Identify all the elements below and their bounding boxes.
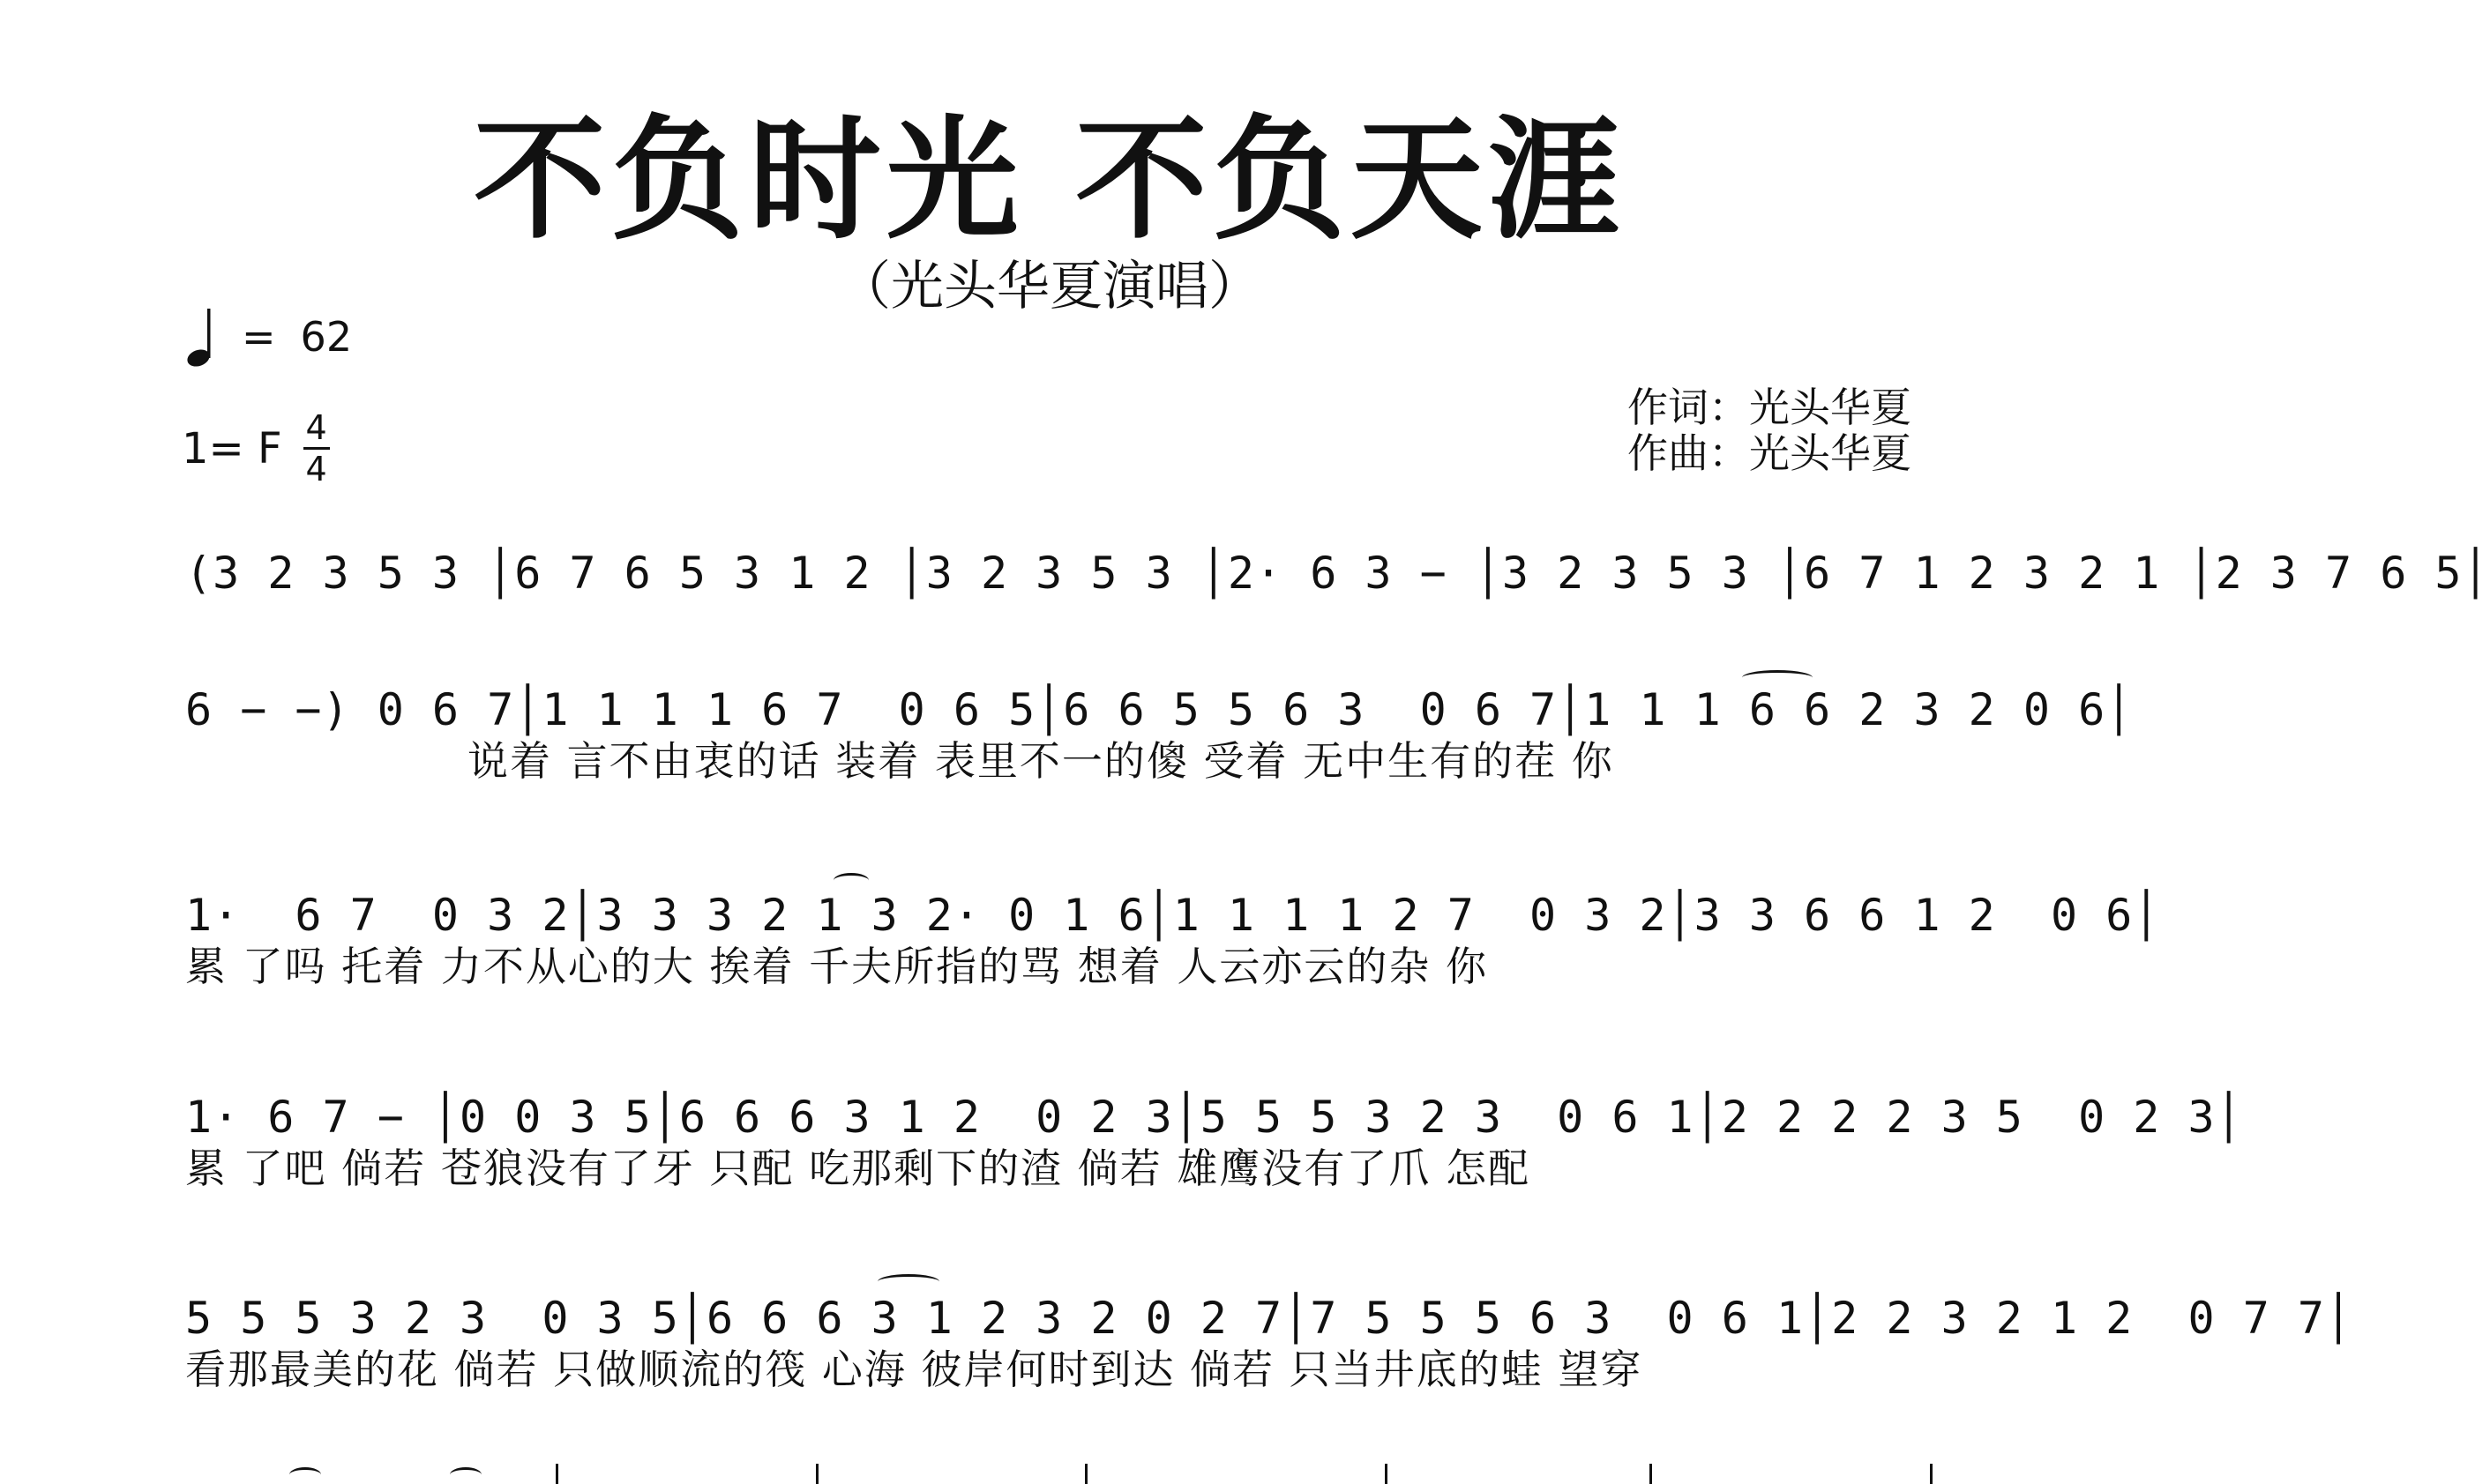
credits	[1627, 384, 1911, 476]
tie-arc	[289, 1467, 321, 1482]
notes-line: 6 − −) 0 6 7│1 1 1 1 6 7 0 6 5│6 6 5 5 6 3 0 6 7│1 1 1 6 6 2 3 2 0 6│	[185, 684, 2134, 735]
tie-arc	[450, 1467, 482, 1482]
notes-line: (3 2 3 5 3 │6 7 6 5 3 1 2 │3 2 3 5 3 │2· 6 3 − │3 2 3 5 3 │6 7 1 2 3 2 1 │2 3 7 6 5│	[185, 548, 2490, 599]
barline	[1649, 1464, 1652, 1484]
time-signature	[303, 408, 330, 488]
barline	[1385, 1464, 1387, 1484]
key-signature	[182, 408, 330, 488]
barline	[1930, 1464, 1933, 1484]
tempo-marking	[185, 305, 352, 369]
notes-line: 5 5 5 3 2 3 0 3 5│6 6 6 3 1 2 3 2 0 2 7│7 5 5 5 6 3 0 6 1│2 2 3 2 1 2 0 7 7│	[185, 1293, 2353, 1344]
lyrics-line: 累 了吗 托着 力不从心的大 挨着 千夫所指的骂 想着 人云亦云的杂 你	[185, 943, 1488, 990]
barline	[1085, 1464, 1088, 1484]
tie-arc	[878, 1274, 939, 1289]
performer-subtitle: （光头华夏演唱）	[838, 256, 1261, 317]
barline	[816, 1464, 819, 1484]
composer-credit: 作曲：光头华夏	[1627, 429, 1911, 477]
notes-line: 1· 6 7 − │0 0 3 5│6 6 6 3 1 2 0 2 3│5 5 5 3 2 3 0 6 1│2 2 2 2 3 5 0 2 3│	[185, 1092, 2243, 1143]
notes-line: 1· 6 7 0 3 2│3 3 3 2 1 3 2· 0 1 6│1 1 1 1 2 7 0 3 2│3 3 6 6 1 2 0 6│	[185, 890, 2161, 941]
lyrics-line: 看那最美的花 倘若 只做顺流的筏 心海 彼岸何时到达 倘若 只当井底的蛙 望穿	[185, 1346, 1643, 1393]
lyricist-credit: 作词：光头华夏	[1627, 384, 1911, 431]
staff-row-4	[185, 1091, 2243, 1193]
tempo-equals: =	[242, 313, 276, 361]
tempo-bpm: 62	[300, 313, 353, 361]
tie-arc	[1742, 670, 1813, 685]
lyrics-line: 说着 言不由衷的话 装着 表里不一的傻 受着 无中生有的茬 你	[467, 737, 1614, 785]
page-title: 不负时光 不负天涯	[473, 104, 1626, 257]
quarter-note-icon	[185, 305, 217, 369]
staff-row-2	[185, 683, 2134, 786]
staff-row-5	[185, 1292, 2353, 1394]
staff-row-1	[185, 547, 2490, 600]
tie-arc	[834, 873, 869, 888]
time-signature-top: 4	[305, 408, 327, 447]
time-signature-bottom: 4	[305, 450, 327, 488]
barline	[556, 1464, 558, 1484]
staff-row-6-partial	[185, 1464, 1940, 1484]
lyrics-line: 累 了吧 倘若 苍狼没有了牙 只配 吃那剩下的渣 倘若 雄鹰没有了爪 怎配	[185, 1145, 1530, 1192]
staff-row-3	[185, 889, 2161, 991]
key-label: 1= F	[182, 423, 282, 474]
